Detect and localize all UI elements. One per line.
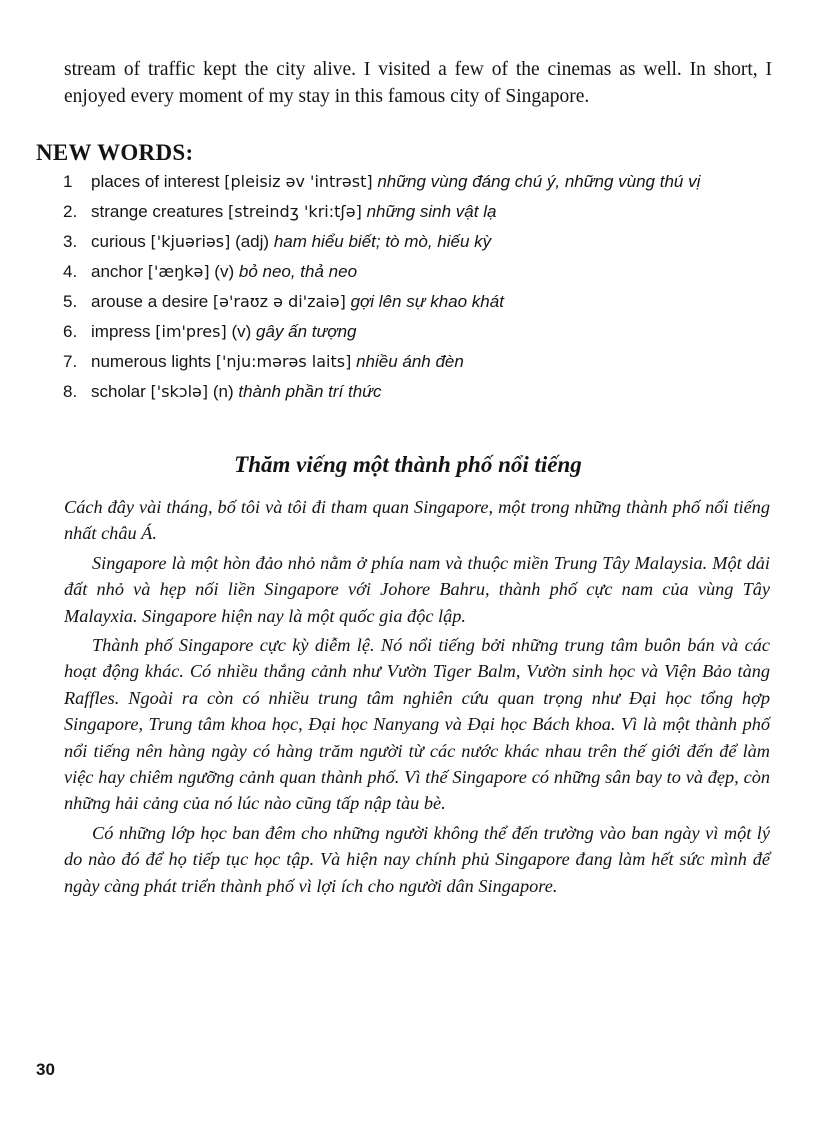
vocab-number: 2. bbox=[63, 202, 78, 221]
vocab-meaning: gây ấn tượng bbox=[256, 322, 357, 341]
vocab-item bbox=[63, 230, 778, 253]
vocab-term: numerous lights bbox=[91, 352, 212, 371]
vocab-item bbox=[63, 260, 778, 283]
vocab-pronunciation: [ə'raʊz ə di'zaiə] bbox=[212, 292, 346, 311]
vocab-pronunciation: ['skɔlə] bbox=[150, 382, 209, 401]
vocab-meaning: những vùng đáng chú ý, những vùng thú vị bbox=[377, 172, 701, 191]
vocab-part-of-speech: (n) bbox=[212, 382, 234, 401]
vocab-number: 4. bbox=[63, 262, 78, 281]
vocab-meaning: nhiều ánh đèn bbox=[356, 352, 464, 371]
translation-paragraph: Thành phố Singapore cực kỳ diễm lệ. Nó nổi tiếng bởi những trung tâm buôn bán và các hoạt động khác. Có nhiều thắng cảnh như Vườn Tiger Balm, Vườn sinh học và Viện Bảo tàng Raffles. Ngoài ra còn có nhiều trung tâm nghiên cứu quan trọng như Đại học tổng hợp Singapore, Trung tâm khoa học, Đại học Nanyang và Đại học Bách khoa. Vì là một thành phố nổi tiếng nên hàng ngày có hàng trăm người từ các nước khác nhau trên thế giới đến để làm việc hay chiêm ngưỡng cảnh quan thành phố. Vì thế Singapore có những sân bay to và đẹp, còn những hải cảng của nó lúc nào cũng tấp nập tàu bè. bbox=[64, 635, 770, 814]
vocab-pronunciation: [pleisiz əv 'intrəst] bbox=[224, 172, 373, 191]
translation-paragraph: Singapore là một hòn đảo nhỏ nằm ở phía nam và thuộc miền Trung Tây Malaysia. Một dải đất nhỏ và hẹp nối liền Singapore với Johore Bahru, thành phố cực nam của vùng Tây Malayxia. Singapore hiện nay là một quốc gia độc lập. bbox=[64, 552, 770, 626]
new-words-heading: NEW WORDS: bbox=[36, 140, 194, 165]
vocab-number: 1 bbox=[63, 172, 73, 191]
vocab-item bbox=[63, 200, 778, 223]
vocab-meaning: những sinh vật lạ bbox=[366, 202, 497, 221]
vocabulary-list bbox=[63, 170, 778, 410]
vocab-term: curious bbox=[91, 232, 146, 251]
page-number: 30 bbox=[36, 1060, 55, 1079]
vocab-number: 6. bbox=[63, 322, 78, 341]
vocab-item bbox=[63, 290, 778, 313]
vocab-term: places of interest bbox=[91, 172, 220, 191]
vocab-item bbox=[63, 380, 778, 403]
vocab-term: arouse a desire bbox=[91, 292, 209, 311]
vocab-item bbox=[63, 170, 778, 193]
vocab-pronunciation: ['nju:mərəs laits] bbox=[215, 352, 352, 371]
vocab-term: impress bbox=[91, 322, 151, 341]
vocab-meaning: gợi lên sự khao khát bbox=[350, 292, 504, 311]
translation-paragraph: Có những lớp học ban đêm cho những người không thể đến trường vào ban ngày vì một lý do nào đó để họ tiếp tục học tập. Và hiện nay chính phủ Singapore đang làm hết sức mình để ngày càng phát triển thành phố vì lợi ích cho người dân Singapore. bbox=[64, 822, 770, 896]
vocab-term: strange creatures bbox=[91, 202, 224, 221]
vocab-part-of-speech: (v) bbox=[231, 322, 252, 341]
translation-title: Thăm viếng một thành phố nổi tiếng bbox=[234, 452, 582, 477]
vocab-part-of-speech: (adj) bbox=[235, 232, 270, 251]
vocab-number: 3. bbox=[63, 232, 78, 251]
vocab-number: 5. bbox=[63, 292, 78, 311]
vocab-meaning: ham hiểu biết; tò mò, hiếu kỳ bbox=[273, 232, 492, 251]
translation-body bbox=[64, 494, 770, 902]
vocab-pronunciation: ['æŋkə] bbox=[147, 262, 210, 281]
vocab-number: 8. bbox=[63, 382, 78, 401]
vocab-pronunciation: ['kjuəriəs] bbox=[150, 232, 231, 251]
translation-paragraph: Cách đây vài tháng, bố tôi và tôi đi tham quan Singapore, một trong những thành phố nổi tiếng nhất châu Á. bbox=[64, 497, 770, 544]
intro-paragraph: stream of traffic kept the city alive. I visited a few of the cinemas as well. In short, I enjoyed every moment of my stay in this famous city of Singapore. bbox=[64, 58, 772, 107]
vocab-meaning: bỏ neo, thả neo bbox=[238, 262, 358, 281]
vocab-item bbox=[63, 320, 778, 343]
vocab-term: scholar bbox=[91, 382, 146, 401]
vocab-meaning: thành phần trí thức bbox=[238, 382, 382, 401]
vocab-number: 7. bbox=[63, 352, 78, 371]
vocab-term: anchor bbox=[91, 262, 143, 281]
vocab-pronunciation: [streindʒ 'kri:tʃə] bbox=[228, 202, 362, 221]
vocab-item bbox=[63, 350, 778, 373]
vocab-pronunciation: [im'pres] bbox=[155, 322, 227, 341]
vocab-part-of-speech: (v) bbox=[214, 262, 235, 281]
